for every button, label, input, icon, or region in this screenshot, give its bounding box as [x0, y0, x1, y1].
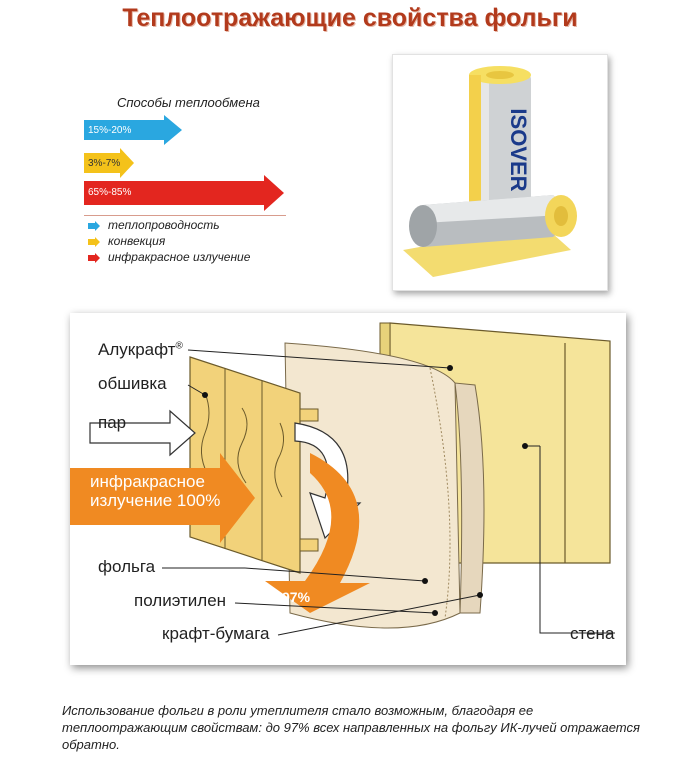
kraft-paper-label: крафт-бумага: [162, 624, 270, 643]
page-title: Теплоотражающие свойства фольги: [122, 4, 578, 32]
foil-label: фольга: [98, 557, 156, 576]
legend-arrow-icon: [88, 253, 100, 263]
legend-label: инфракрасное излучение: [108, 250, 251, 264]
heat-exchange-title: Способы теплообмена: [117, 95, 260, 110]
conduction-percent: 15%-20%: [88, 125, 132, 136]
legend-divider: [84, 215, 286, 216]
legend-label: конвекция: [108, 234, 166, 248]
trademark-mark: ®: [175, 340, 183, 352]
legend-arrow-icon: [88, 237, 100, 247]
infrared-label-line2: излучение 100%: [90, 491, 221, 510]
legend-arrow-icon: [88, 221, 100, 231]
wall-diagram: [70, 313, 626, 665]
alukraft-label: [98, 340, 183, 360]
polyethylene-label: полиэтилен: [134, 591, 227, 610]
brand-text: ISOVER: [506, 108, 531, 192]
vapour-label: пар: [98, 413, 127, 432]
radiation-percent: 65%-85%: [88, 187, 132, 198]
infrared-label-line1: инфракрасное: [90, 472, 205, 491]
alukraft-text: Алукрафт: [98, 340, 176, 359]
sheathing-label: обшивка: [98, 374, 167, 393]
reflection-percent: 97%: [282, 589, 311, 605]
convection-percent: 3%-7%: [88, 158, 121, 169]
product-photo: [392, 54, 608, 291]
legend-label: теплопроводность: [108, 218, 220, 232]
insulation-roll-icon: [393, 55, 607, 290]
caption-text: Использование фольги в роли утеплителя стало возможным, благодаря ее теплоотражающим свойствам: до 97% всех направленных на фольгу ИК-лучей отражается обратно.: [62, 703, 640, 752]
wall-label: стена: [570, 624, 615, 643]
